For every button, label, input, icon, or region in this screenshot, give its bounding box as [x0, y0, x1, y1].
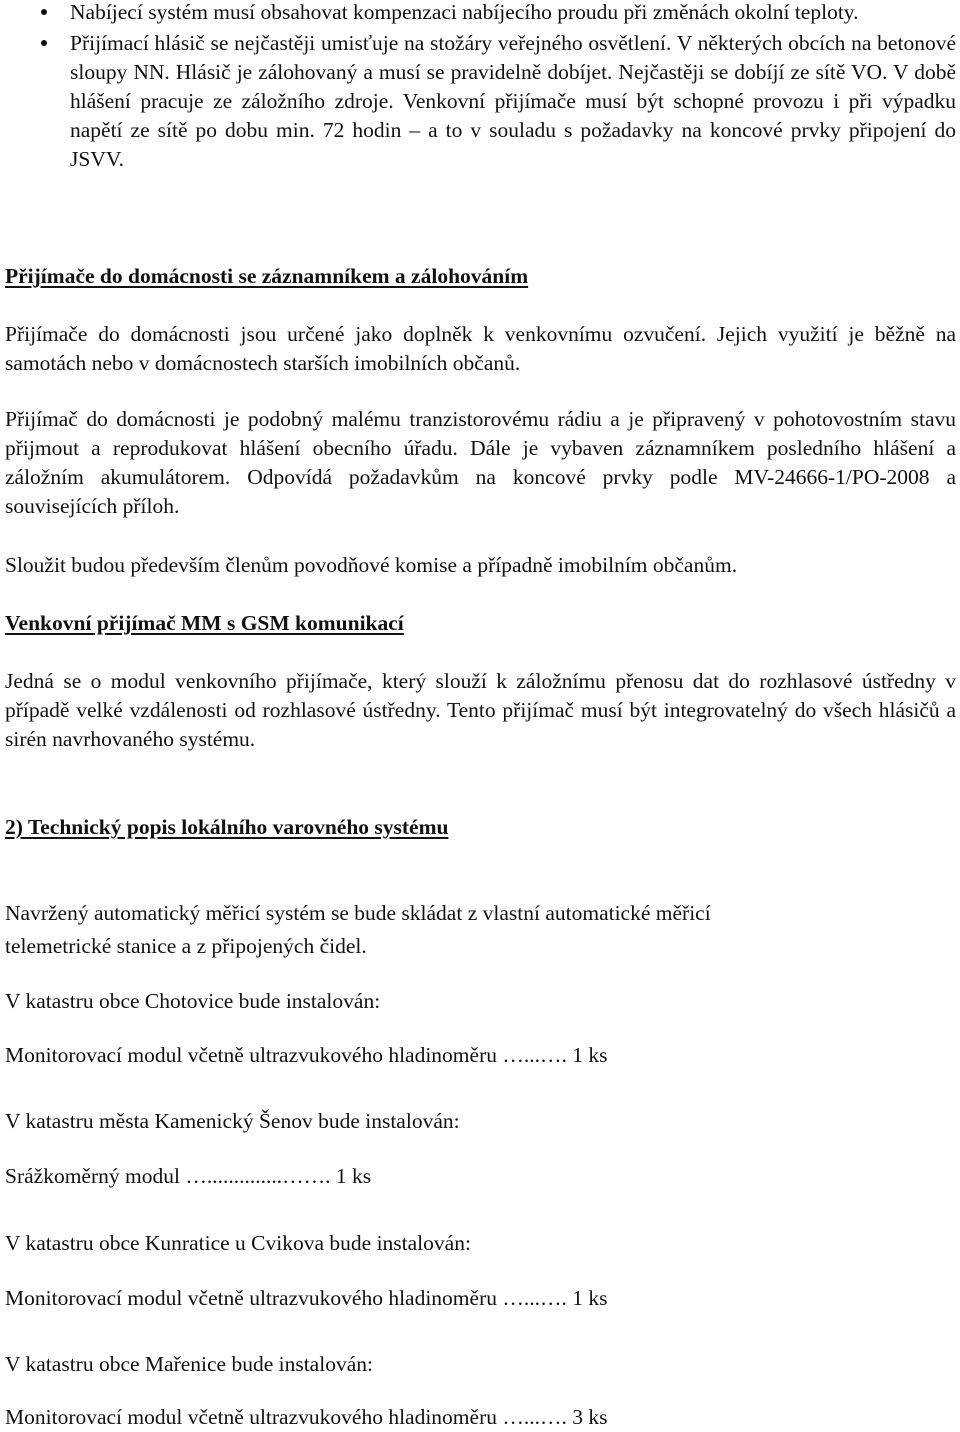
bullet-icon [41, 40, 47, 46]
install-location: V katastru obce Chotovice bude instalován: [5, 989, 381, 1013]
install-location: V katastru obce Kunratice u Cvikova bude instalován: [5, 1231, 471, 1255]
bullet-text: Přijímací hlásič se nejčastěji umisťuje na stožáry veřejného osvětlení. V některých obcích na betonové sloupy NN. Hlásič je zálohovaný a musí se pravidelně dobíjet. Nejčastěji se dobíjí ze sítě VO. V době hlášení pracuje ze záložního zdroje. Venkovní přijímače musí být schopné provozu i při výpadku napětí ze sítě po dobu min. 72 hodin – a to v souladu s požadavky na koncové prvky připojení do JSVV. [70, 31, 956, 171]
install-item: Monitorovací modul včetně ultrazvukového hladinoměru …...…. 1 ks [5, 1043, 608, 1067]
paragraph: Přijímač do domácnosti je podobný malému tranzistorovému rádiu a je připravený v pohotovostním stavu přijmout a reprodukovat hlášení obecního úřadu. Dále je vybaven záznamníkem posledního hlášení a záložním akumulátorem. Odpovídá požadavkům na koncové prvky podle MV-24666-1/PO-2008 a souvisejících příloh. [5, 407, 956, 518]
section-heading-home-receivers: Přijímače do domácnosti se záznamníkem a zálohováním [5, 264, 529, 288]
list-item [0, 29, 960, 174]
install-item: Monitorovací modul včetně ultrazvukového hladinoměru …...…. 1 ks [5, 1286, 608, 1310]
paragraph: telemetrické stanice a z připojených čidel. [5, 934, 367, 958]
bullet-text: Nabíjecí systém musí obsahovat kompenzaci nabíjecího proudu při změnách okolní teploty. [70, 0, 859, 24]
install-item: Monitorovací modul včetně ultrazvukového hladinoměru …...…. 3 ks [5, 1405, 608, 1429]
section-heading-outdoor-receiver: Venkovní přijímač MM s GSM komunikací [5, 611, 404, 635]
paragraph: Jedná se o modul venkovního přijímače, který slouží k záložnímu přenosu dat do rozhlasové ústředny v případě velké vzdálenosti od rozhlasové ústředny. Tento přijímač musí být integrovatelný do všech hlásičů a sirén navrhovaného systému. [5, 669, 956, 751]
install-location: V katastru města Kamenický Šenov bude instalován: [5, 1109, 460, 1133]
install-item: Srážkoměrný modul …..............……. 1 ks [5, 1164, 372, 1188]
bullet-list [0, 0, 960, 174]
section-heading-technical-description: 2) Technický popis lokálního varovného systému [5, 815, 449, 839]
bullet-icon [41, 9, 47, 15]
paragraph: Přijímače do domácnosti jsou určené jako doplněk k venkovnímu ozvučení. Jejich využití je běžně na samotách nebo v domácnostech starších imobilních občanů. [5, 322, 956, 375]
paragraph: Navržený automatický měřicí systém se bude skládat z vlastní automatické měřicí [5, 901, 711, 925]
install-location: V katastru obce Mařenice bude instalován: [5, 1352, 373, 1376]
list-item [0, 0, 960, 27]
paragraph: Sloužit budou především členům povodňové komise a případně imobilním občanům. [5, 553, 738, 577]
